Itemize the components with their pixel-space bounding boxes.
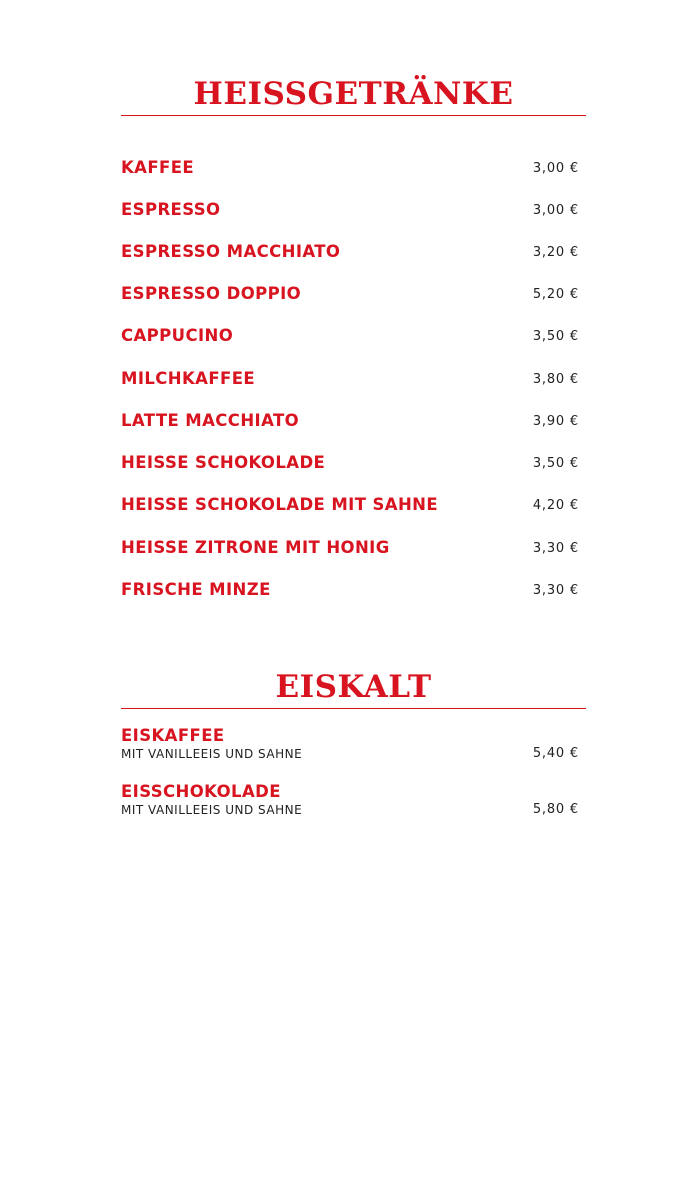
item-price: 5,20 € xyxy=(532,287,579,302)
section-divider xyxy=(121,708,586,709)
section-title-eiskalt: EISKALT xyxy=(275,669,432,705)
menu-item-espresso-doppio xyxy=(121,284,579,304)
item-price: 3,50 € xyxy=(532,329,579,344)
item-price: 3,80 € xyxy=(532,372,579,387)
section-title-heissgetraenke: HEISSGETRÄNKE xyxy=(193,76,514,112)
item-name: ESPRESSO DOPPIO xyxy=(121,284,302,303)
item-name: ESPRESSO xyxy=(121,200,221,219)
item-price: 3,00 € xyxy=(532,161,579,176)
item-price: 3,30 € xyxy=(532,583,579,598)
menu-item-cappucino xyxy=(121,326,579,346)
item-name: MILCHKAFFEE xyxy=(121,369,256,388)
item-name: EISKAFFEE xyxy=(121,726,225,745)
section-divider xyxy=(121,115,586,116)
menu-item-espresso xyxy=(121,200,579,220)
item-name: LATTE MACCHIATO xyxy=(121,411,300,430)
item-price: 3,00 € xyxy=(532,203,579,218)
item-name: HEISSE ZITRONE MIT HONIG xyxy=(121,538,390,557)
menu-item-kaffee xyxy=(121,158,579,178)
item-name: ESPRESSO MACCHIATO xyxy=(121,242,341,261)
item-description: MIT VANILLEEIS UND SAHNE xyxy=(121,747,303,761)
item-price: 3,30 € xyxy=(532,541,579,556)
menu-item-frische-minze xyxy=(121,580,579,600)
item-name: CAPPUCINO xyxy=(121,326,234,345)
item-price: 3,50 € xyxy=(532,456,579,471)
item-price: 3,90 € xyxy=(532,414,579,429)
menu-item-heisse-schokolade-mit-sahne xyxy=(121,495,579,515)
item-name: FRISCHE MINZE xyxy=(121,580,271,599)
menu-item-eiskaffee xyxy=(121,726,579,764)
menu-item-espresso-macchiato xyxy=(121,242,579,262)
item-price: 5,80 € xyxy=(532,802,579,817)
item-name: KAFFEE xyxy=(121,158,195,177)
item-description: MIT VANILLEEIS UND SAHNE xyxy=(121,803,303,817)
item-price: 5,40 € xyxy=(532,746,579,761)
menu-item-latte-macchiato xyxy=(121,411,579,431)
menu-item-heisse-schokolade xyxy=(121,453,579,473)
item-price: 4,20 € xyxy=(532,498,579,513)
item-name: HEISSE SCHOKOLADE xyxy=(121,453,326,472)
menu-item-heisse-zitrone-mit-honig xyxy=(121,538,579,558)
item-name: EISSCHOKOLADE xyxy=(121,782,281,801)
item-name: HEISSE SCHOKOLADE MIT SAHNE xyxy=(121,495,439,514)
item-price: 3,20 € xyxy=(532,245,579,260)
menu-item-eisschokolade xyxy=(121,782,579,820)
menu-item-milchkaffee xyxy=(121,369,579,389)
